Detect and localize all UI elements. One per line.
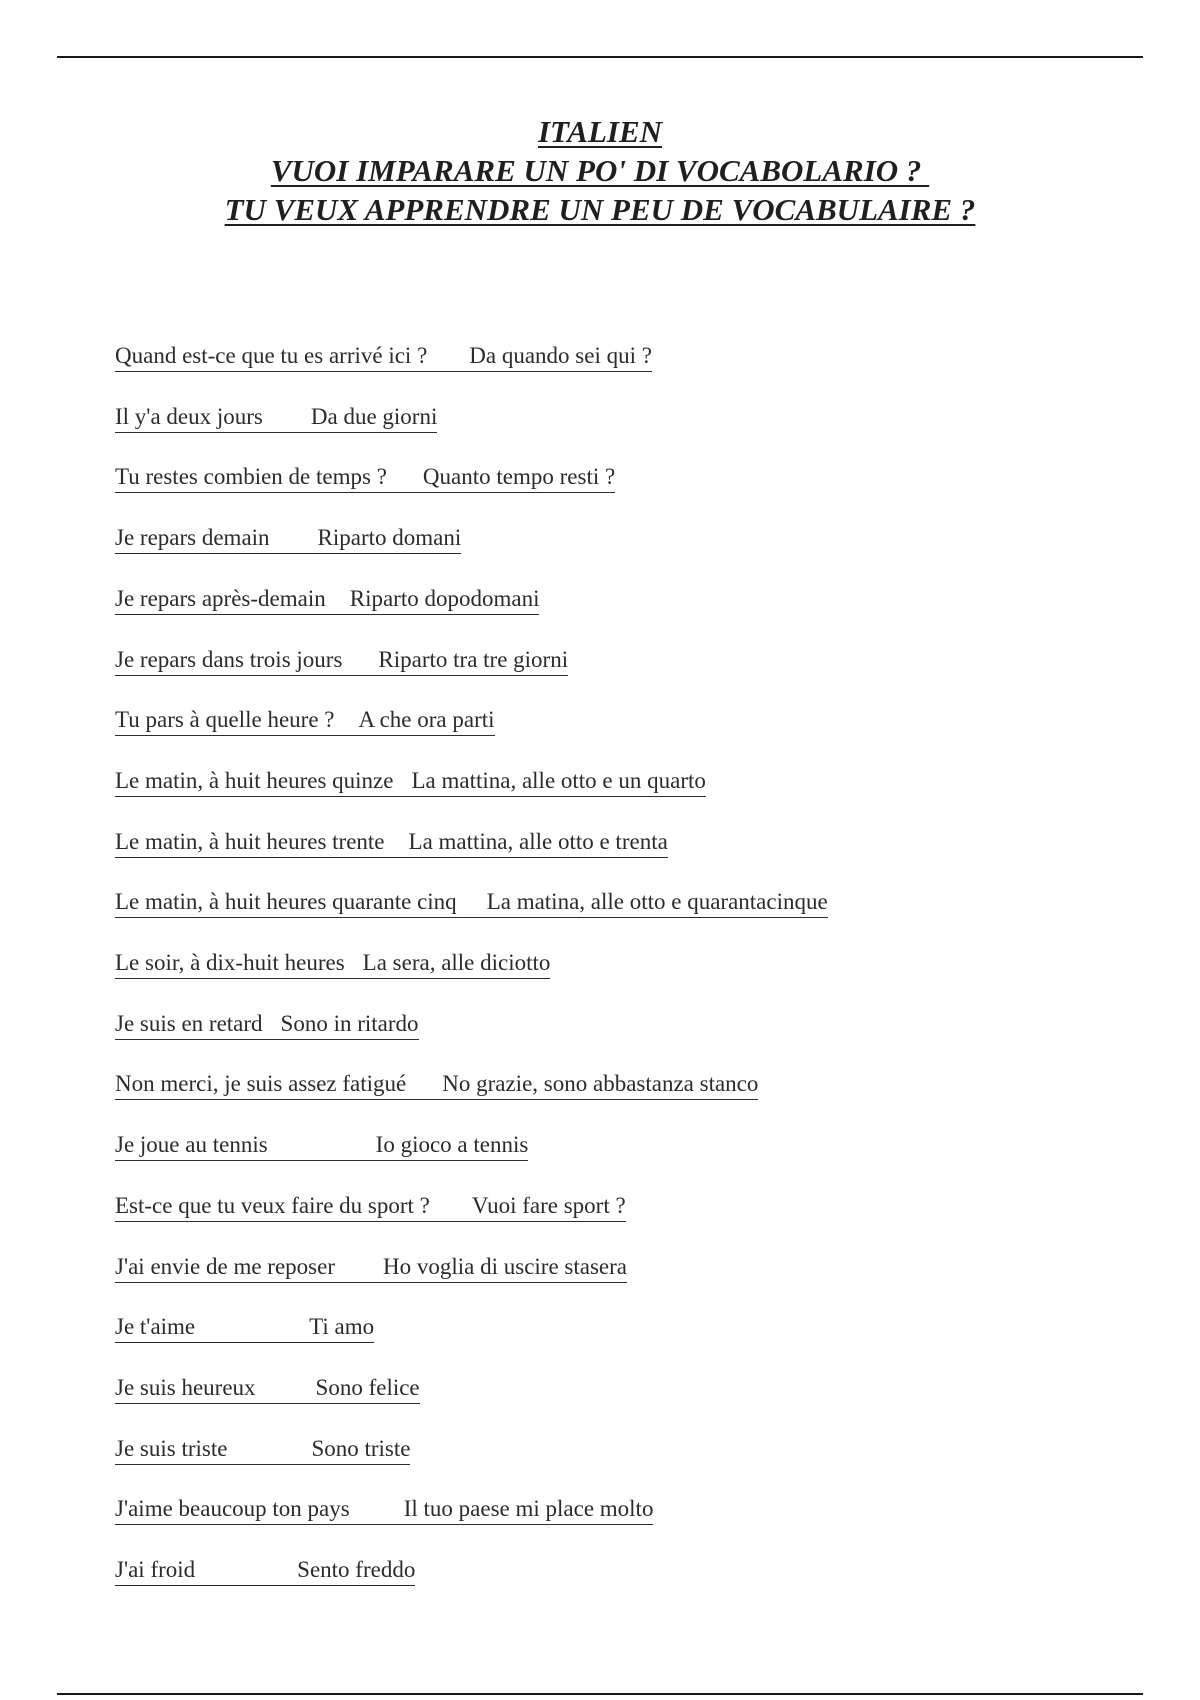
vocabulary-row xyxy=(115,1307,374,1347)
italian-phrase: Riparto tra tre giorni xyxy=(378,647,569,672)
french-phrase: Je joue au tennis xyxy=(115,1132,268,1157)
vocabulary-row xyxy=(115,579,539,619)
phrase-pair xyxy=(115,1132,528,1161)
vocabulary-row xyxy=(115,1368,420,1408)
vocabulary-row xyxy=(115,640,568,680)
phrase-pair xyxy=(115,1314,374,1343)
phrase-pair xyxy=(115,586,539,615)
vocabulary-row xyxy=(115,336,652,376)
vocabulary-row xyxy=(115,1550,415,1590)
french-phrase: Je suis heureux xyxy=(115,1375,256,1400)
french-phrase: Je repars après-demain xyxy=(115,586,326,611)
italian-phrase: La sera, alle diciotto xyxy=(362,950,551,975)
italian-phrase: Riparto domani xyxy=(317,525,462,550)
phrase-pair xyxy=(115,1557,415,1586)
vocabulary-row xyxy=(115,518,461,558)
french-phrase: Je t'aime xyxy=(115,1314,196,1339)
italian-phrase: Ho voglia di uscire stasera xyxy=(383,1254,627,1279)
french-phrase: Je suis en retard xyxy=(115,1011,263,1036)
vocabulary-row xyxy=(115,822,668,862)
french-phrase: Non merci, je suis assez fatigué xyxy=(115,1071,407,1096)
phrase-pair xyxy=(115,707,495,736)
french-phrase: J'ai envie de me reposer xyxy=(115,1254,335,1279)
title-language: ITALIEN xyxy=(537,114,663,149)
phrase-pair xyxy=(115,1254,627,1283)
vocabulary-row xyxy=(115,1125,528,1165)
title-italian-question: VUOI IMPARARE UN PO' DI VOCABOLARIO ? xyxy=(270,153,930,188)
vocabulary-row xyxy=(115,1064,758,1104)
vocabulary-row xyxy=(115,1429,410,1469)
phrase-pair xyxy=(115,1496,653,1525)
italian-phrase: Quanto tempo resti ? xyxy=(422,464,616,489)
bottom-rule xyxy=(57,1693,1143,1695)
top-rule xyxy=(57,56,1143,58)
italian-phrase: Ti amo xyxy=(309,1314,375,1339)
french-phrase: Est-ce que tu veux faire du sport ? xyxy=(115,1193,430,1218)
phrase-pair xyxy=(115,829,668,858)
phrase-pair xyxy=(115,1011,419,1040)
french-phrase: J'aime beaucoup ton pays xyxy=(115,1496,350,1521)
italian-phrase: Riparto dopodomani xyxy=(349,586,540,611)
french-phrase: Le matin, à huit heures quinze xyxy=(115,768,394,793)
french-phrase: Le matin, à huit heures quarante cinq xyxy=(115,889,457,914)
phrase-pair xyxy=(115,464,615,493)
phrase-pair xyxy=(115,768,706,797)
italian-phrase: Sono felice xyxy=(315,1375,420,1400)
vocabulary-row xyxy=(115,882,828,922)
french-phrase: Je repars demain xyxy=(115,525,270,550)
vocabulary-row xyxy=(115,1004,419,1044)
phrase-pair xyxy=(115,1436,410,1465)
french-phrase: J'ai froid xyxy=(115,1557,196,1582)
phrase-pair xyxy=(115,647,568,676)
vocabulary-row xyxy=(115,943,550,983)
italian-phrase: Da due giorni xyxy=(310,404,438,429)
vocabulary-row xyxy=(115,700,495,740)
italian-phrase: La mattina, alle otto e un quarto xyxy=(411,768,706,793)
vocabulary-row xyxy=(115,1247,627,1287)
title-french-question: TU VEUX APPRENDRE UN PEU DE VOCABULAIRE ? xyxy=(224,192,976,227)
french-phrase: Je suis triste xyxy=(115,1436,228,1461)
italian-phrase: La matina, alle otto e quarantacinque xyxy=(486,889,828,914)
french-phrase: Le matin, à huit heures trente xyxy=(115,829,385,854)
italian-phrase: Sono in ritardo xyxy=(280,1011,419,1036)
phrase-pair xyxy=(115,889,828,918)
french-phrase: Tu pars à quelle heure ? xyxy=(115,707,335,732)
french-phrase: Tu restes combien de temps ? xyxy=(115,464,387,489)
phrase-pair xyxy=(115,1071,758,1100)
phrase-pair xyxy=(115,404,437,433)
italian-phrase: Da quando sei qui ? xyxy=(469,343,652,368)
vocabulary-row xyxy=(115,397,437,437)
italian-phrase: Vuoi fare sport ? xyxy=(471,1193,626,1218)
vocabulary-row xyxy=(115,457,615,497)
vocabulary-row xyxy=(115,1186,626,1226)
french-phrase: Le soir, à dix-huit heures xyxy=(115,950,345,975)
french-phrase: Quand est-ce que tu es arrivé ici ? xyxy=(115,343,428,368)
italian-phrase: La mattina, alle otto e trenta xyxy=(408,829,668,854)
phrase-pair xyxy=(115,950,550,979)
italian-phrase: Il tuo paese mi place molto xyxy=(403,1496,654,1521)
italian-phrase: Sono triste xyxy=(311,1436,411,1461)
italian-phrase: No grazie, sono abbastanza stanco xyxy=(442,1071,759,1096)
document-header xyxy=(0,112,1200,229)
vocabulary-row xyxy=(115,761,706,801)
phrase-pair xyxy=(115,343,652,372)
italian-phrase: Io gioco a tennis xyxy=(375,1132,529,1157)
vocabulary-row xyxy=(115,1489,653,1529)
phrase-pair xyxy=(115,1193,626,1222)
italian-phrase: A che ora parti xyxy=(358,707,495,732)
phrase-pair xyxy=(115,1375,420,1404)
phrase-pair xyxy=(115,525,461,554)
french-phrase: Il y'a deux jours xyxy=(115,404,263,429)
italian-phrase: Sento freddo xyxy=(297,1557,416,1582)
french-phrase: Je repars dans trois jours xyxy=(115,647,343,672)
